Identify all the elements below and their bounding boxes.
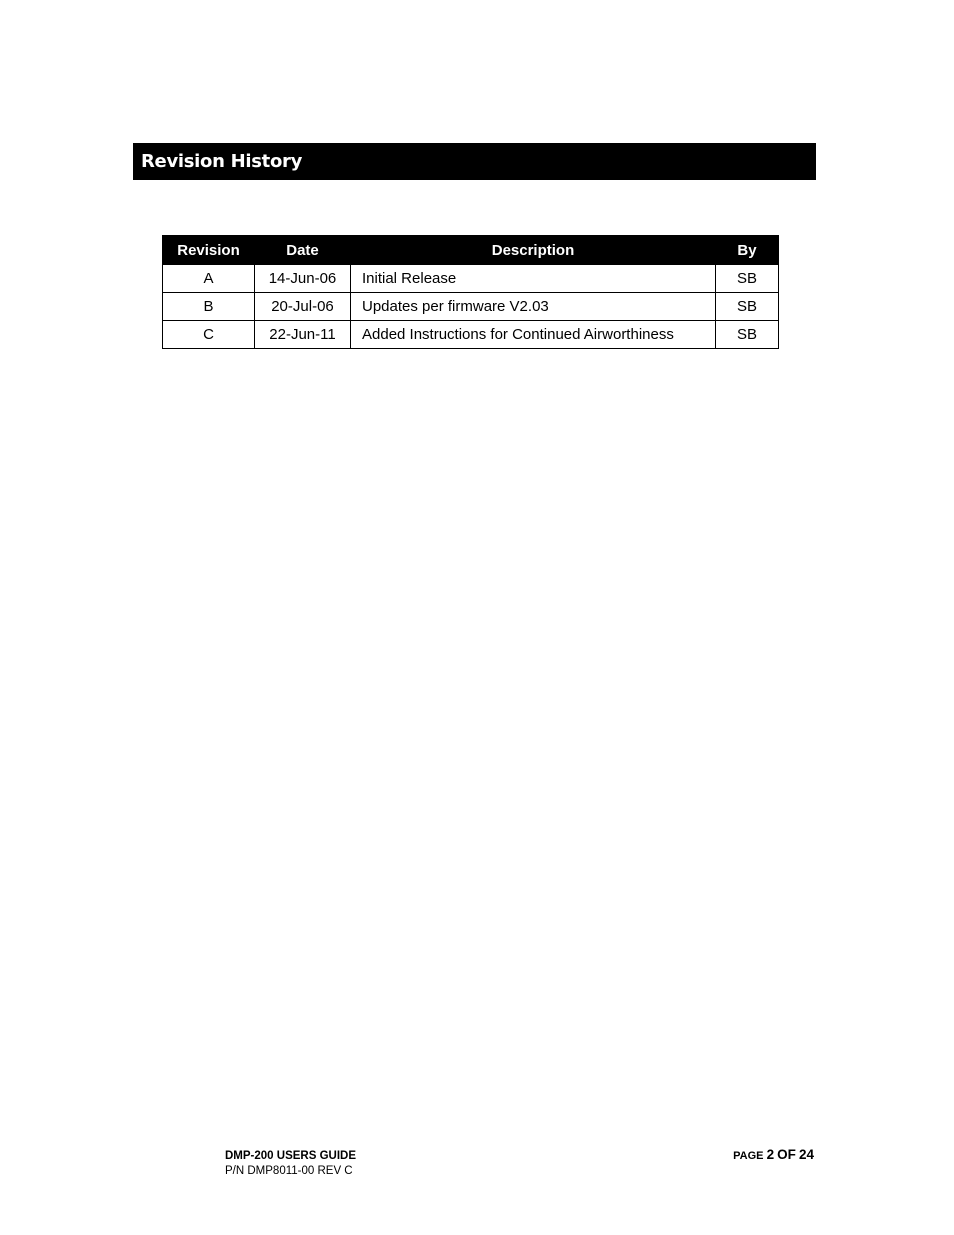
revision-table [162, 235, 779, 349]
table-row [163, 321, 779, 349]
header-by: By [716, 236, 779, 265]
cell-revision: A [163, 265, 255, 293]
cell-by: SB [716, 293, 779, 321]
table-row [163, 265, 779, 293]
header-revision: Revision [163, 236, 255, 265]
section-title: Revision History [141, 151, 303, 172]
cell-date: 20-Jul-06 [255, 293, 351, 321]
cell-by: SB [716, 321, 779, 349]
table-header-row [163, 236, 779, 265]
header-description: Description [351, 236, 716, 265]
footer-page-number [700, 1147, 814, 1162]
cell-date: 14-Jun-06 [255, 265, 351, 293]
header-date: Date [255, 236, 351, 265]
cell-description: Initial Release [351, 265, 716, 293]
page-label: PAGE [733, 1150, 764, 1162]
table-row [163, 293, 779, 321]
page-current: 2 [766, 1147, 775, 1162]
footer-part-number: P/N DMP8011-00 REV C [225, 1165, 353, 1177]
cell-description: Added Instructions for Continued Airworthiness [351, 321, 716, 349]
footer-doc-info [225, 1149, 356, 1179]
section-header [133, 143, 816, 180]
cell-revision: C [163, 321, 255, 349]
cell-revision: B [163, 293, 255, 321]
cell-by: SB [716, 265, 779, 293]
footer-doc-title: DMP-200 USERS GUIDE [225, 1150, 357, 1162]
cell-description: Updates per firmware V2.03 [351, 293, 716, 321]
page-total: 24 [798, 1147, 814, 1162]
page-of: OF [777, 1147, 796, 1162]
cell-date: 22-Jun-11 [255, 321, 351, 349]
